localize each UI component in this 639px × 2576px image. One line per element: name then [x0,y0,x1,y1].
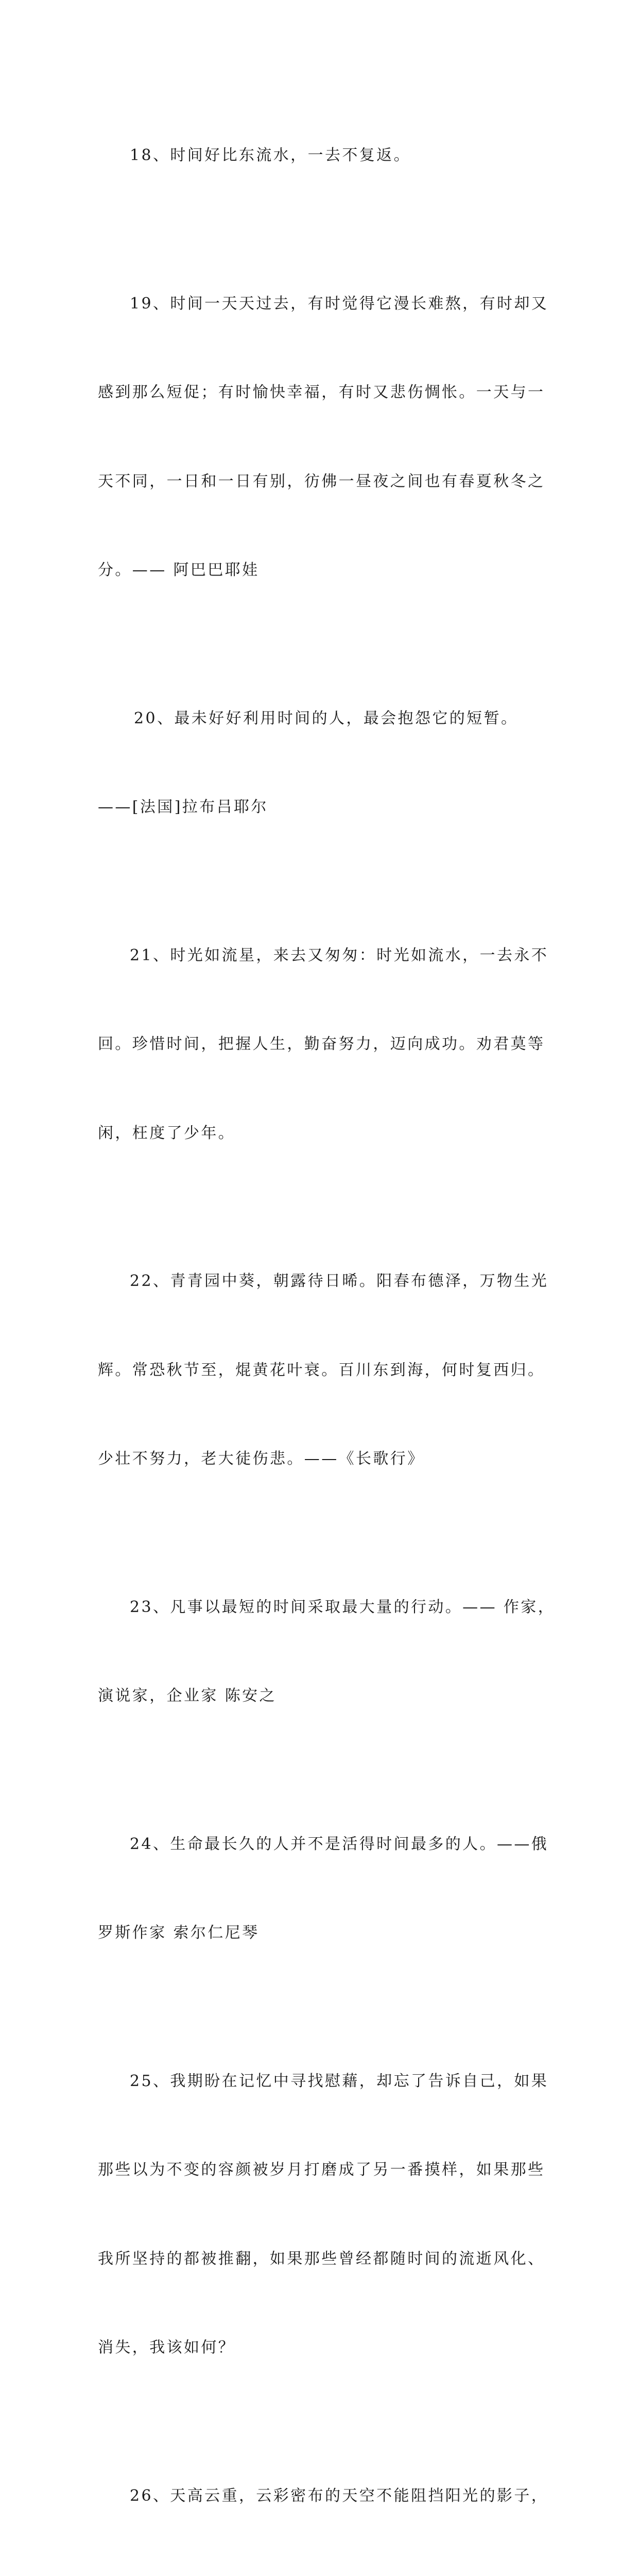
quote-25 [98,2007,541,2422]
quote-24-line-2: 罗斯作家 索尔仁尼琴 [98,1918,541,1948]
quote-19-line-3: 天不同，一日和一日有别，彷佛一昼夜之间也有春夏秋冬之 [98,467,541,497]
quote-19-line-4: 分。—— 阿巴巴耶娃 [98,555,541,585]
quote-22-line-1: 22、青青园中葵，朝露待日晞。阳春布德泽，万物生光 [98,1266,541,1296]
quote-21-line-1: 21、时光如流星，来去又匆匆：时光如流水，一去永不 [98,941,541,971]
quote-22 [98,1207,541,1533]
quote-23-line-1: 23、凡事以最短的时间采取最大量的行动。—— 作家， [98,1592,541,1622]
quote-25-line-3: 我所坚持的都被推翻，如果那些曾经都随时间的流逝风化、 [98,2244,541,2274]
quote-22-line-2: 辉。常恐秋节至，焜黄花叶衰。百川东到海，何时复西归。 [98,1355,541,1385]
quote-18-line-1: 18、时间好比东流水，一去不复返。 [98,141,541,171]
quote-20-line-1: 20、最未好好利用时间的人，最会抱怨它的短暂。 [98,704,541,734]
quote-23-line-2: 演说家，企业家 陈安之 [98,1681,541,1711]
quote-20 [98,645,541,882]
quote-21-line-3: 闲，枉度了少年。 [98,1118,541,1148]
quote-26 [98,2422,541,2576]
quote-21 [98,882,541,1208]
quote-19 [98,230,541,645]
quote-26-line-1: 26、天高云重，云彩密布的天空不能阻挡阳光的影子， [98,2481,541,2511]
quote-19-line-1: 19、时间一天天过去，有时觉得它漫长难熬，有时却又 [98,289,541,319]
quote-21-line-2: 回。珍惜时间，把握人生，勤奋努力，迈向成功。劝君莫等 [98,1029,541,1059]
quote-22-line-3: 少壮不努力，老大徒伤悲。——《长歌行》 [98,1444,541,1474]
quote-24-line-1: 24、生命最长久的人并不是活得时间最多的人。——俄 [98,1829,541,1859]
quote-18 [98,81,541,230]
quote-24 [98,1770,541,2007]
quote-19-line-2: 感到那么短促；有时愉快幸福，有时又悲伤惆怅。一天与一 [98,378,541,408]
quote-25-line-1: 25、我期盼在记忆中寻找慰藉，却忘了告诉自己，如果 [98,2066,541,2096]
document-page [0,0,639,904]
quote-26-line-2 [98,2570,541,2576]
quote-23 [98,1533,541,1770]
quote-25-line-4: 消失，我该如何？ [98,2333,541,2363]
quote-25-line-2: 那些以为不变的容颜被岁月打磨成了另一番摸样，如果那些 [98,2155,541,2185]
quote-20-line-2: ——[法国]拉布吕耶尔 [98,792,541,822]
document-body [98,81,541,2576]
